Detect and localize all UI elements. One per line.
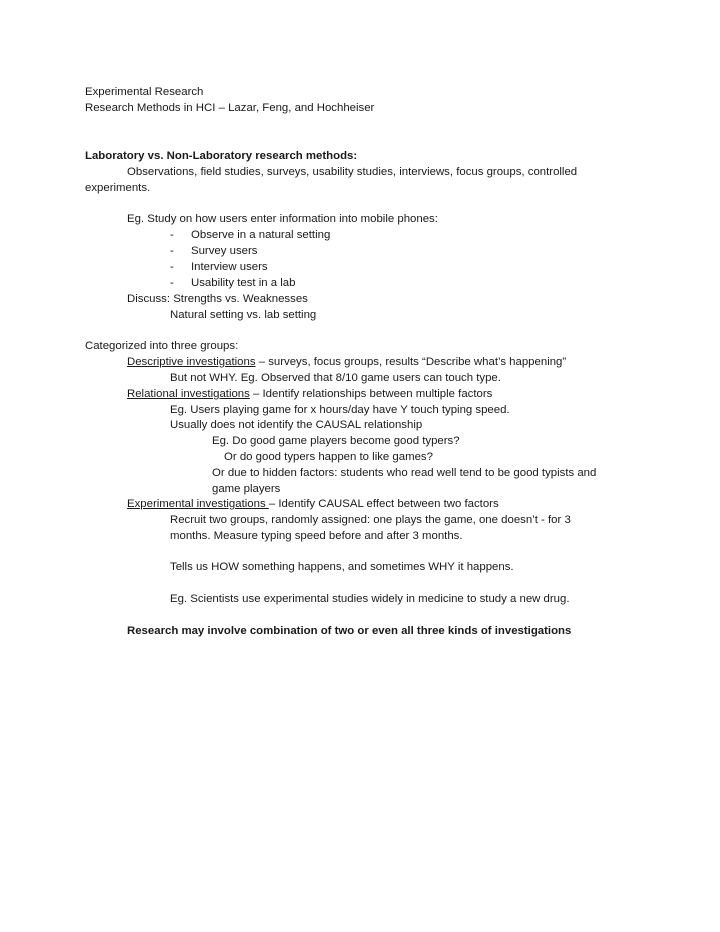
bullet-item: Interview users (191, 261, 268, 273)
bullet-marker: - (170, 229, 174, 241)
document-title: Experimental Research (85, 86, 204, 98)
document-subtitle: Research Methods in HCI – Lazar, Feng, and Hochheiser (85, 102, 375, 114)
conclusion: Research may involve combination of two or even all three kinds of investigations (127, 625, 572, 637)
experimental-medicine: Eg. Scientists use experimental studies widely in medicine to study a new drug. (170, 593, 570, 605)
bullet-item: Observe in a natural setting (191, 229, 331, 241)
bullet-marker: - (170, 261, 174, 273)
relational-question-2: Or do good typers happen to like games? (224, 451, 433, 463)
relational-line (127, 387, 492, 402)
methods-line-2: experiments. (85, 182, 151, 194)
descriptive-term: Descriptive investigations (127, 356, 256, 368)
groups-intro: Categorized into three groups: (85, 340, 239, 352)
section-heading-lab: Laboratory vs. Non-Laboratory research methods: (85, 150, 358, 162)
relational-question-3: Or due to hidden factors: students who read well tend to be good typists and (212, 467, 597, 479)
experimental-line (127, 497, 499, 512)
bullet-marker: - (170, 277, 174, 289)
experimental-tells: Tells us HOW something happens, and sometimes WHY it happens. (170, 561, 514, 573)
relational-desc: – Identify relationships between multiple factors (249, 388, 493, 400)
descriptive-line (127, 355, 566, 370)
bullet-item: Usability test in a lab (191, 277, 296, 289)
relational-limitation: Usually does not identify the CAUSAL relationship (170, 419, 423, 431)
relational-term: Relational investigations (127, 388, 250, 400)
relational-question-1: Eg. Do good game players become good typers? (212, 435, 460, 447)
experimental-recruit-1: Recruit two groups, randomly assigned: one plays the game, one doesn’t - for 3 (170, 514, 571, 526)
experimental-recruit-2: months. Measure typing speed before and after 3 months. (170, 530, 463, 542)
setting-line: Natural setting vs. lab setting (170, 309, 317, 321)
relational-question-3-cont: game players (212, 483, 281, 495)
experimental-term: Experimental investigations (127, 498, 269, 510)
descriptive-desc: – surveys, focus groups, results “Describe what’s happening” (255, 356, 567, 368)
bullet-item: Survey users (191, 245, 258, 257)
relational-example: Eg. Users playing game for x hours/day have Y touch typing speed. (170, 404, 510, 416)
bullet-marker: - (170, 245, 174, 257)
discuss-line: Discuss: Strengths vs. Weaknesses (127, 293, 308, 305)
experimental-desc: – Identify CAUSAL effect between two factors (268, 498, 499, 510)
methods-line-1: Observations, field studies, surveys, usability studies, interviews, focus groups, controlled (127, 166, 578, 178)
example-intro: Eg. Study on how users enter information into mobile phones: (127, 213, 438, 225)
descriptive-note: But not WHY. Eg. Observed that 8/10 game users can touch type. (170, 372, 501, 384)
